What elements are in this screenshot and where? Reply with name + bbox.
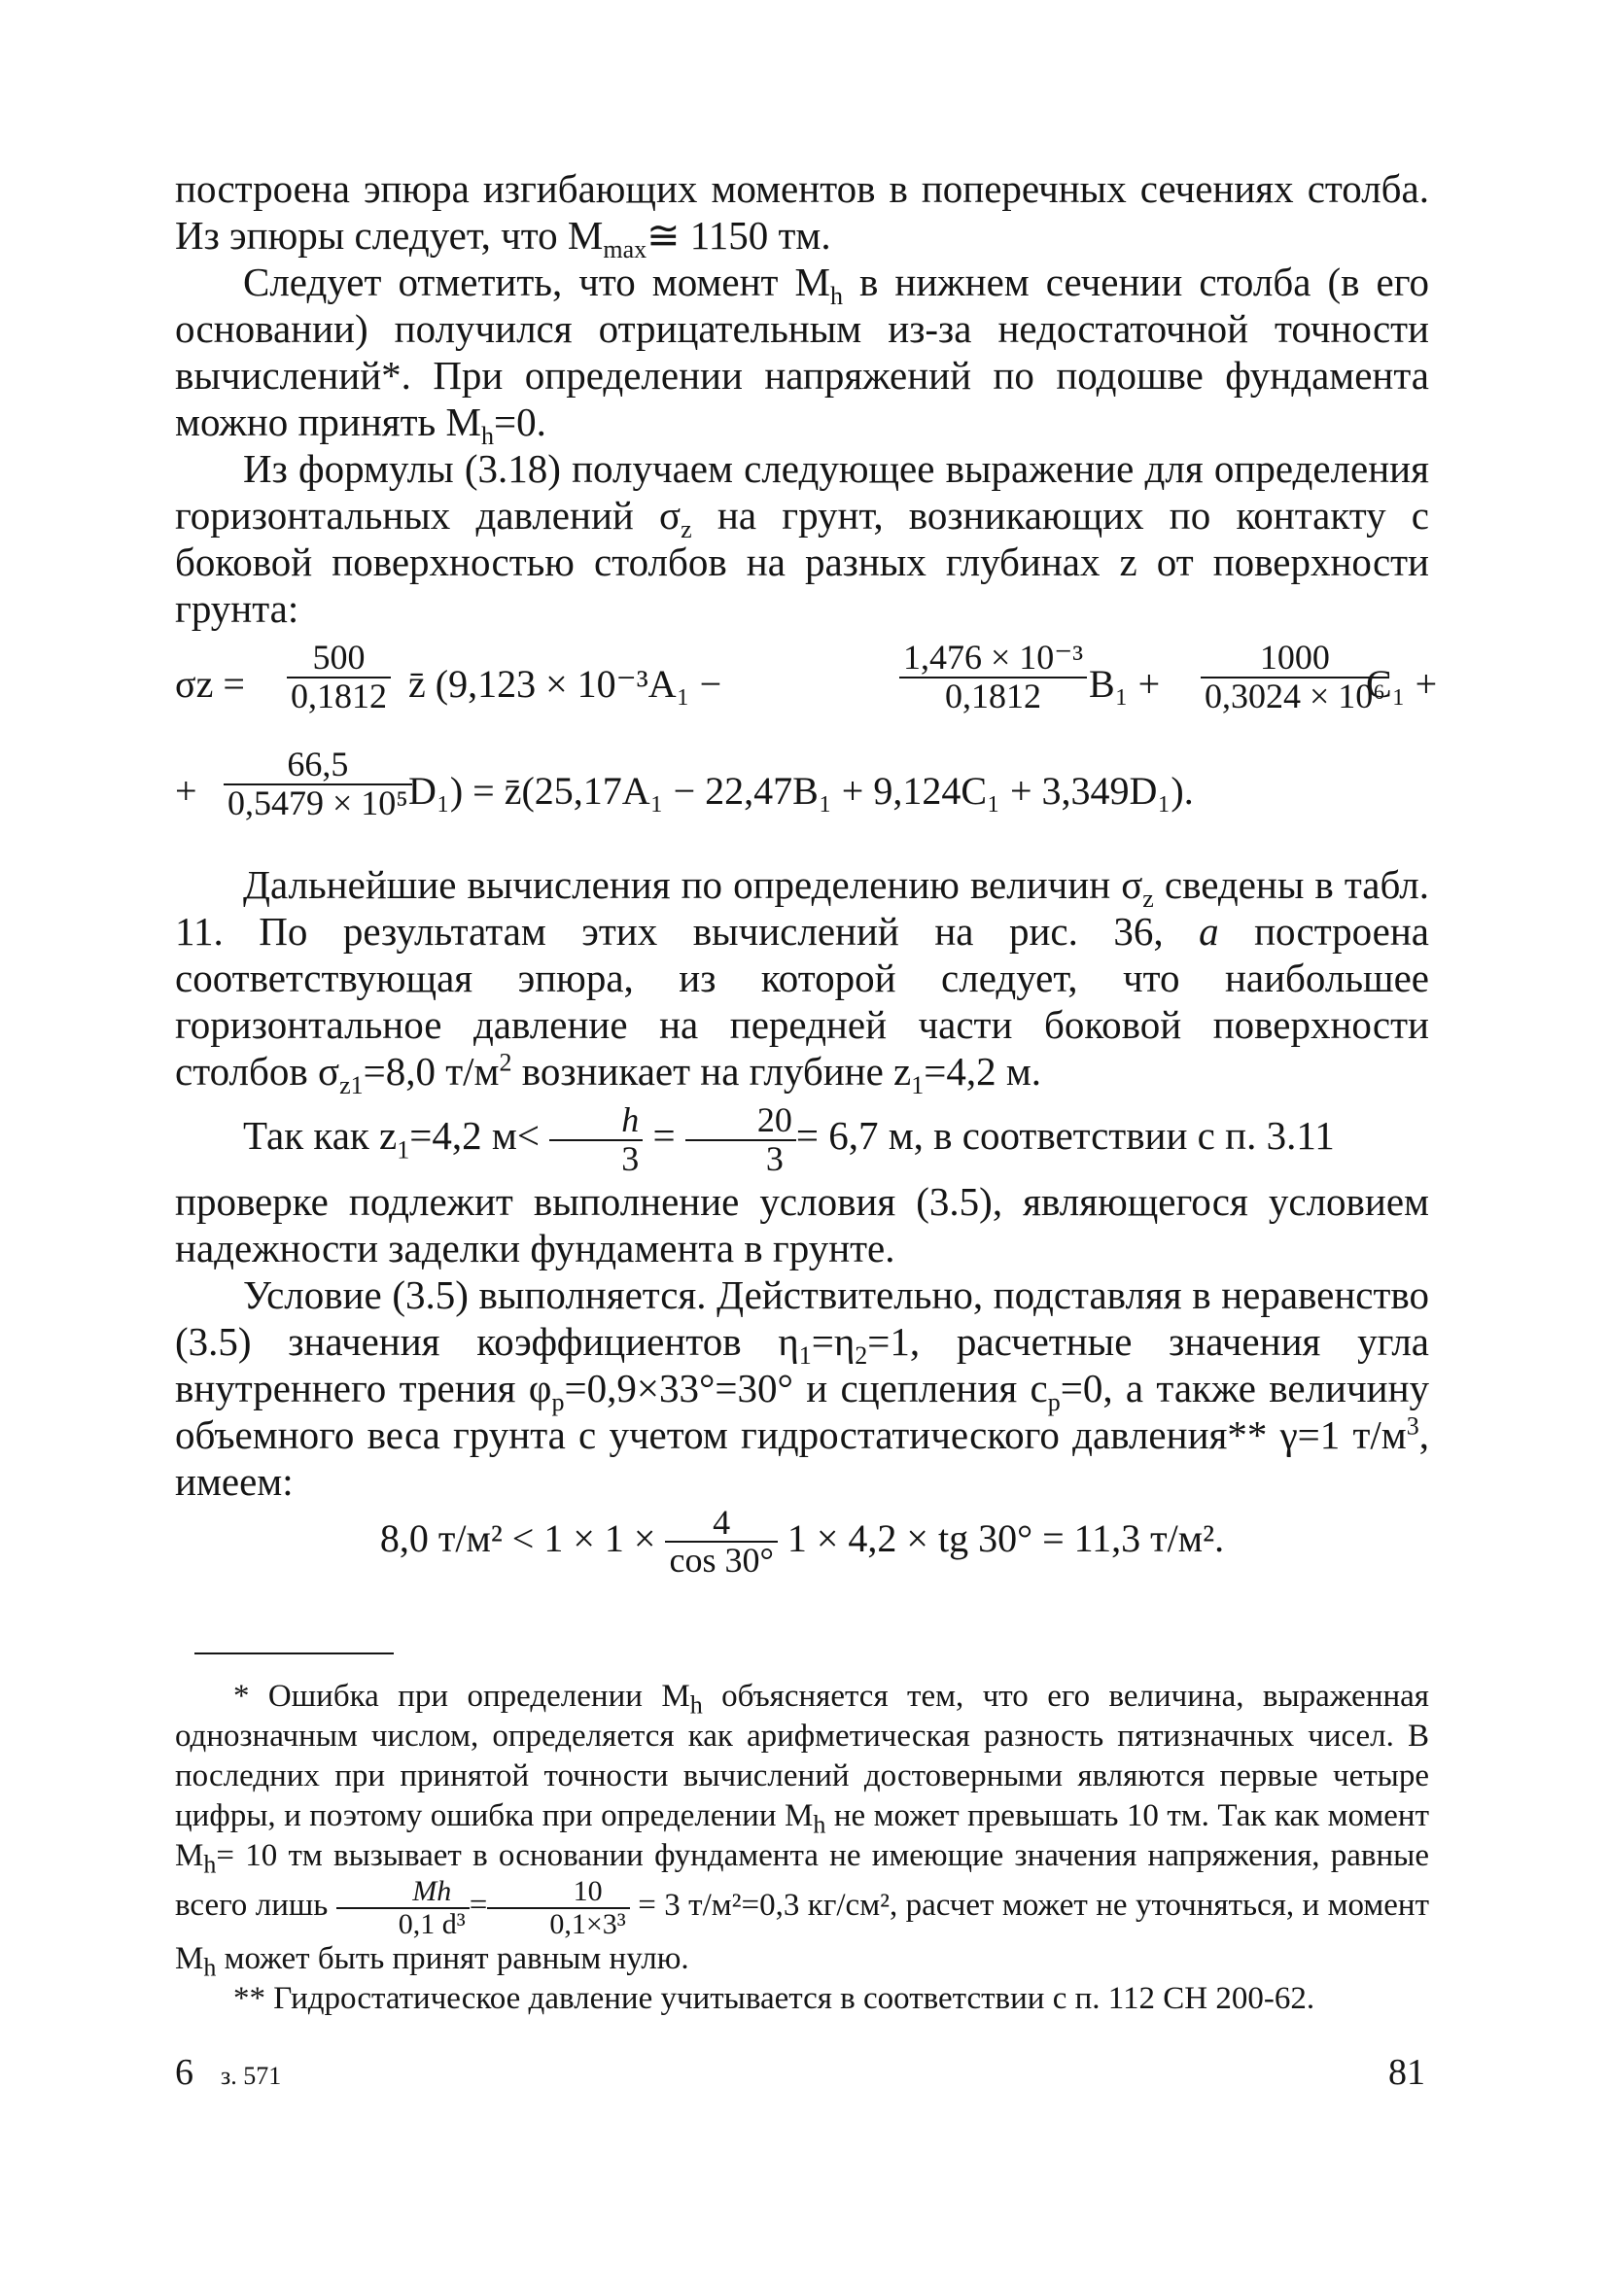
numerator: 500 [287,640,391,678]
footnote-separator [194,1652,394,1654]
formula-plus: + [175,769,197,813]
text: =0,9×33°=30° и сцепления c [564,1365,1048,1410]
fraction-mh-d3 [336,1876,470,1939]
numerator: 10 [487,1876,629,1909]
text: может быть принят равным нулю. [216,1941,689,1976]
formula-part-2: B₁ + [1089,662,1161,706]
formula-condition [175,1502,1429,1592]
paragraph-4: Дальнейшие вычисления по определению величин $\sigma_z$ сведены в табл. 11. По результатам этих вычислений на рис. 36, а построена соответствующая эпюра, из которой следует, что наибольшее горизонтальное давление на передней части боковой поверхности столбов $\sigma_{z1}=8,0$ $т/м^2$ возникает на глубине $z_1=4,2$ м. [175,862,1429,1100]
subscript: z1 [339,1071,364,1100]
footnote-1: * Ошибка при определении $M_h$ объясняется тем, что его величина, выраженная однозначным числом, определяется как арифметическая разность пятизначных чисел. В последних при принятой точности вычислений достоверными являются первые четыре цифры, и поэтому ошибка при определении $M_h$ не может превышать 10 тм. Так как момент $M_h= 10$ тм вызывает в основании фундамента не имеющие значения напряжения, равные всего лишь $\frac{Mh}{\text{0,1 d³}}$ = $\frac{10}{\text{0,1×3³}}$ = 3 т/м²=0,3 кг/см², расчет может не уточняться, и момент $M_h$ может быть принят равным нулю. [175,1679,1429,1982]
text: = [469,1888,488,1924]
denominator: 0,1 d³ [398,1907,466,1940]
formula-part-3: C₁ + [1366,662,1438,706]
subscript: z [1142,885,1154,914]
text: ≅ 1150 тм. [647,213,831,258]
text: не может превышать 10 тм. Так как момент M [175,1798,1429,1873]
fraction-500 [287,640,391,715]
numerator: h [549,1102,643,1141]
fraction-h-3 [549,1102,643,1178]
paragraph-5: Так как $z_1=4,2$ м< $\frac{h}{3}$ = $\frac{20}{3}$ = 6,7 м, в соответствии с п. 3.11 [243,1100,1335,1178]
page-number: 81 [1388,2052,1425,2093]
text: Так как z [243,1113,398,1159]
denominator: 0,1×3³ [549,1907,626,1940]
text: Условие (3.5) выполняется. Действительно, подставляя в неравенство (3.5) значения коэффициентов η [175,1271,1429,1364]
text: построена соответствующая эпюра, из которой следует, что наибольшее горизонтальное давление на передней части боковой поверхности столбов σ [175,909,1429,1094]
text: , имеем: [175,1411,1429,1504]
text: =4,2 м. [924,1049,1042,1094]
formula-part-5: D₁) = z̄(25,17A₁ − 22,47B₁ + 9,124C₁ + 3,349D₁). [408,769,1194,813]
fraction-66-5 [224,747,412,822]
subscript: h [829,282,843,311]
text: =8,0 т/м [363,1049,500,1094]
denominator: 3 [621,1138,640,1178]
text: = [652,1113,676,1159]
denominator: 0,5479 × 10⁵ [227,783,408,822]
text: Дальнейшие вычисления по определению величин σ [243,862,1143,907]
numerator: 1000 [1201,640,1389,678]
fraction-1476 [899,640,1087,715]
paragraph-2 [175,259,1429,451]
text: объясняется тем, что его величина, выраженная однозначным числом, определяется как арифметическая разность пятизначных чисел. В последних при принятой точности вычислений достоверными являются первые четыре цифры, и поэтому ошибка при определении M [175,1679,1429,1833]
paragraph-3 [175,445,1429,632]
paragraph-1 [175,165,1429,264]
text: = 3 т/м²=0,3 кг/см², расчет может не уточняться, и момент M [175,1888,1429,1976]
figure-ref: а [1199,909,1219,954]
denominator: 0,3024 × 10⁶ [1205,676,1385,715]
signature-number: 6 [175,2052,193,2093]
footnote-2: ** Гидростатическое давление учитывается в соответствии с п. 112 СН 200-62. [233,1981,1315,2016]
numerator: 4 [665,1505,777,1544]
formula-right: 1 × 4,2 × tg 30° = 11,3 т/м². [787,1515,1225,1560]
fraction-1000 [1201,640,1389,715]
text: =0, а также величину объемного веса грунта с учетом гидростатического давления** γ=1 т/м [175,1365,1430,1457]
subscript: р [1047,1387,1061,1416]
text: =1, расчетные значения угла внутреннего трения φ [175,1318,1429,1410]
subscript: h [480,422,494,451]
formula-part-1: z̄ (9,123 × 10⁻³A₁ − [408,662,722,706]
text: на грунт, возникающих по контакту с боковой поверхностью столбов на разных глубинах z от поверхности грунта: [175,493,1430,631]
text: построена эпюра изгибающих моментов в поперечных сечениях столба. Из эпюры следует, что M [175,166,1429,258]
subscript: max [603,235,647,264]
formula-lhs: σz = [175,662,245,706]
numerator: 20 [685,1102,796,1141]
printer-signature [175,2051,281,2094]
signature-text: з. 571 [221,2062,282,2090]
text: сведены в табл. 11. По результатам этих вычислений на рис. 36, [175,862,1429,954]
denominator: 0,1812 [291,676,387,715]
paragraph-6: проверке подлежит выполнение условия (3.5), являющегося условием надежности заделки фундамента в грунте. [175,1178,1429,1270]
formula-left: 8,0 т/м² < 1 × 1 × [379,1515,656,1560]
text: = 6,7 м, в соответствии с п. 3.11 [795,1113,1335,1159]
numerator: 66,5 [224,747,412,785]
text: возникает на глубине z [511,1049,912,1094]
text: =0. [493,400,546,444]
numerator: 1,476 × 10⁻³ [899,640,1087,678]
page-body [175,165,1438,1592]
text: в нижнем сечении столба (в его основании) получился отрицательным из-за недостаточной точности вычислений*. При определении напряжений по подошве фундамента можно принять M [175,260,1429,444]
subscript: z [681,515,692,544]
fraction-10-27 [487,1876,629,1939]
text: =4,2 м< [409,1113,550,1159]
fraction-20-3 [685,1102,796,1178]
formula-sigma-z-line2 [175,747,1429,853]
numerator: Mh [336,1876,470,1909]
text: * Ошибка при определении M [233,1679,690,1714]
paragraph-7: Условие (3.5) выполняется. Действительно, подставляя в неравенство (3.5) значения коэффициентов $\eta_1=\eta_2=1$, расчетные значения угла внутреннего трения $\varphi_р=0,9\times 33^\circ=30^\circ$ и сцепления $c_р=0$, а также величину объемного веса грунта с учетом гидростатического давления** γ=1 $т/м^3$, имеем: [175,1271,1430,1504]
text: = 10 тм вызывает в основании фундамента не имеющие значения напряжения, равные всего лишь [175,1838,1429,1924]
subscript: р [551,1387,565,1416]
fraction-4-cos30 [665,1502,777,1581]
denominator: 0,1812 [945,676,1042,715]
denominator: 3 [765,1138,784,1178]
formula-sigma-z-line1 [175,638,1438,747]
text: =η [811,1318,856,1364]
text: Следует отметить, что момент M [243,260,830,304]
footnotes [175,1677,1429,2019]
text: Из формулы (3.18) получаем следующее выражение для определения горизонтальных давлений σ [175,446,1429,538]
denominator: cos 30° [669,1541,774,1581]
